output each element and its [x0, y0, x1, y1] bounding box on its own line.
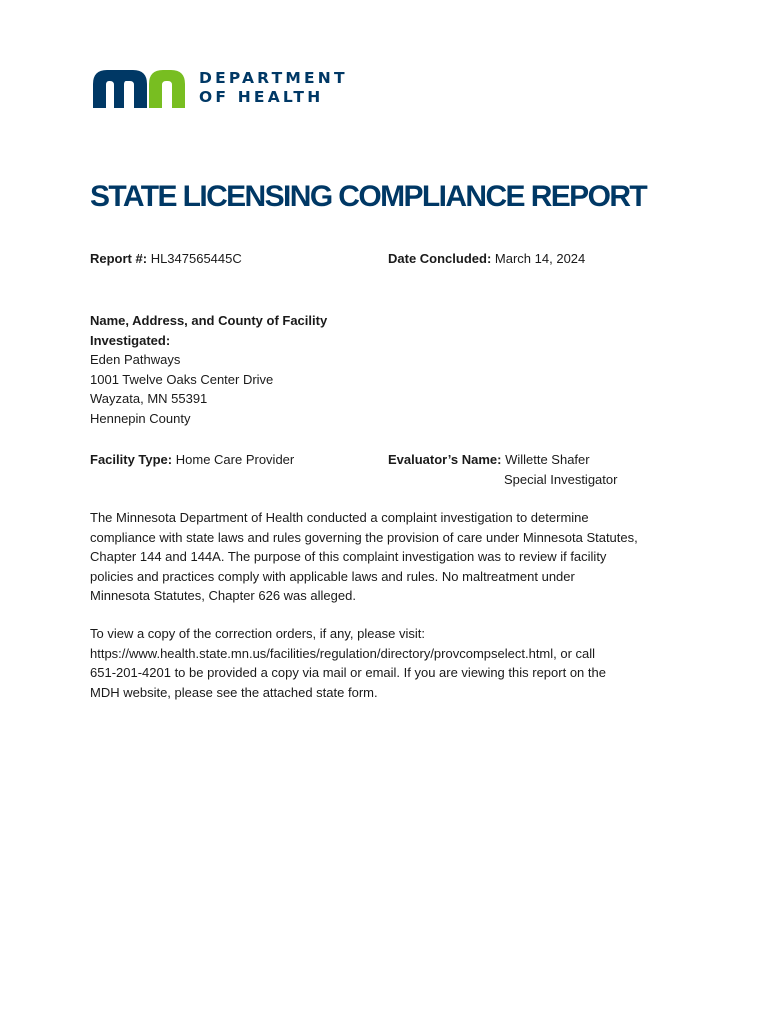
mdh-logo [93, 68, 373, 110]
paragraph-line-with-link[interactable]: https://www.health.state.mn.us/facilities/regulation/directory/provcompselect.html, or call [90, 645, 596, 661]
correction-orders-paragraph [90, 624, 680, 702]
paragraph-line: 651-201-4201 to be provided a copy via mail or email. If you are viewing this report on the [90, 665, 606, 680]
logo-m-shape [93, 70, 147, 108]
paragraph-line: The Minnesota Department of Health conducted a complaint investigation to determine [90, 510, 589, 525]
facility-label-line-2: Investigated: [90, 332, 171, 348]
facility-type-label: Facility Type: [90, 452, 173, 467]
evaluator-label: Evaluator’s Name: [388, 452, 502, 467]
paragraph-line: Chapter 144 and 144A. The purpose of this complaint investigation was to review if facility [90, 549, 607, 564]
facility-type [90, 450, 294, 470]
report-number-value: HL347565445C [150, 251, 242, 266]
evaluator-name: Willette Shafer [505, 452, 590, 467]
mn-logo-mark-icon [93, 68, 189, 110]
evaluator-title: Special Investigator [504, 471, 618, 487]
date-concluded-label: Date Concluded: [388, 251, 492, 266]
logo-n-shape [149, 70, 185, 108]
report-title: STATE LICENSING COMPLIANCE REPORT [90, 180, 647, 213]
report-number [90, 249, 242, 269]
facility-city: Wayzata, MN 55391 [90, 391, 208, 406]
date-concluded-value: March 14, 2024 [494, 251, 586, 266]
date-concluded [388, 249, 585, 269]
facility-type-value: Home Care Provider [175, 452, 295, 467]
paragraph-line: policies and practices comply with applicable laws and rules. No maltreatment under [90, 568, 575, 584]
report-number-label: Report #: [90, 251, 148, 266]
paragraph-line: MDH website, please see the attached state form. [90, 684, 378, 700]
logo-line-2: OF HEALTH [199, 88, 324, 106]
facility-address-block [90, 311, 327, 428]
logo-wordmark [199, 69, 348, 107]
paragraph-line: Minnesota Statutes, Chapter 626 was alleged. [90, 588, 356, 603]
evaluator [388, 450, 617, 489]
facility-label-line-1: Name, Address, and County of Facility [90, 313, 328, 328]
facility-street: 1001 Twelve Oaks Center Drive [90, 371, 274, 387]
paragraph-line: compliance with state laws and rules governing the provision of care under Minnesota Statutes, [90, 529, 638, 545]
facility-county: Hennepin County [90, 410, 191, 426]
paragraph-line: To view a copy of the correction orders, if any, please visit: [90, 626, 426, 641]
facility-name: Eden Pathways [90, 352, 181, 367]
investigation-paragraph [90, 508, 680, 606]
logo-line-1: DEPARTMENT [199, 69, 348, 87]
